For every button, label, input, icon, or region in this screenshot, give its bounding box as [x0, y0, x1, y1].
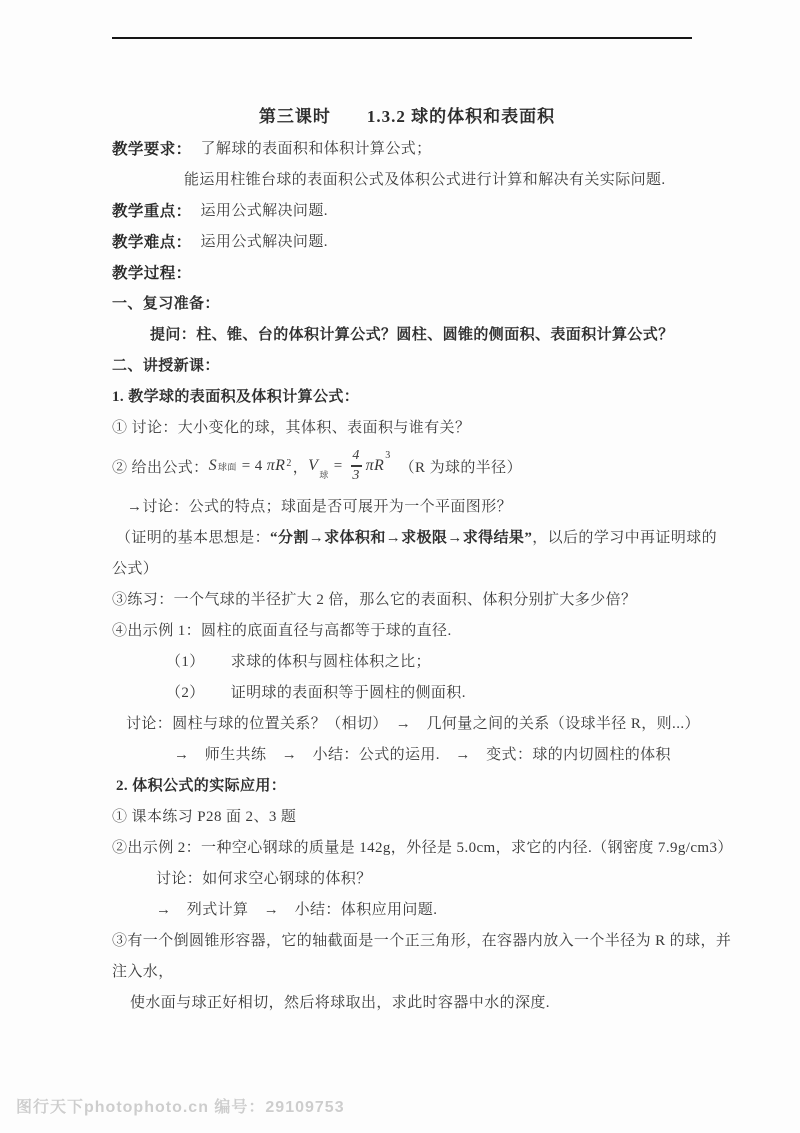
example1-part1-text: 求球的体积与圆柱体积之比； [230, 654, 431, 670]
textbook-practice-text: ① 课本练习 P28 面 2、3 题 [112, 809, 297, 825]
line-proof-idea [112, 521, 718, 552]
example1-part2-text: 证明球的表面积等于圆柱的侧面积. [230, 685, 466, 701]
example1-flow-text: → 师生共练 → 小结：公式的运用. → 变式：球的内切圆柱的体积 [174, 747, 671, 763]
line-example2 [112, 831, 733, 862]
example1-part2-number: （2） [166, 685, 205, 701]
fraction-bar [351, 465, 362, 467]
line-example1 [112, 614, 702, 645]
formula-label: ② 给出公式： [112, 459, 209, 476]
line-problem3-3 [112, 986, 702, 1017]
line-difficult-points [112, 225, 702, 256]
math-pi1: π [266, 457, 276, 474]
formula-discussion-text: →讨论：公式的特点；球面是否可展开为一个平面图形？ [127, 499, 513, 515]
watermark-text: 图行天下photophoto.cn 编号：29109753 [16, 1099, 345, 1116]
problem3-text-1: ③有一个倒圆锥形容器，它的轴截面是一个正三角形，在容器内放入一个半径为 R 的球，并 [112, 933, 732, 949]
line-section1-heading [112, 287, 702, 318]
header-rule [112, 37, 692, 39]
volume-formula [308, 449, 391, 483]
proof-idea-post: ，以后的学习中再证明球的 [532, 530, 718, 546]
math-var-v: V [308, 457, 319, 474]
example2-text: ②出示例 2：一种空心钢球的质量是 142g，外径是 5.0cm，求它的内径.（钢密度 7.9g/cm3） [112, 840, 733, 856]
problem3-text-2: 注入水， [112, 964, 174, 980]
line-topic2-heading [112, 769, 702, 800]
formula-note: （R 为球的半径） [399, 459, 522, 476]
key-points-label: 教学重点： [112, 202, 192, 220]
line-example1-part1 [112, 645, 702, 676]
math-var-r2: R [374, 457, 385, 474]
line-textbook-practice [112, 800, 702, 831]
line-proof-idea-cont [112, 552, 702, 583]
line-problem3-1 [112, 924, 732, 955]
line-example1-discussion [112, 707, 702, 738]
review-question: 提问：柱、锥、台的体积计算公式？圆柱、圆锥的侧面积、表面积计算公式？ [150, 327, 674, 343]
page-title: 第三课时 1.3.2 球的体积和表面积 [258, 106, 556, 126]
problem3-text-3: 使水面与球正好相切，然后将球取出，求此时容器中水的深度. [130, 995, 550, 1011]
proof-idea-quote: “分割→求体积和→求极限→求得结果” [270, 530, 533, 546]
math-pi2: π [365, 457, 375, 474]
math-sub-surface: 球面 [217, 462, 237, 472]
math-exp-2: 2 [286, 458, 292, 469]
example1-part1-number: （1） [166, 654, 205, 670]
line-example2-flow [112, 893, 702, 924]
line-teaching-requirements [112, 132, 702, 163]
formula-separator: ， [292, 459, 309, 476]
line-teaching-process [112, 256, 702, 287]
requirements-text-2: 能运用柱锥台球的表面积公式及体积公式进行计算和解决有关实际问题. [184, 172, 666, 188]
lesson-plan-content [112, 96, 733, 1017]
example2-flow-text: → 列式计算 → 小结：体积应用问题. [156, 902, 438, 918]
surface-area-formula [209, 457, 293, 475]
section1-heading: 一、复习准备： [112, 296, 220, 312]
line-practice-3 [112, 583, 702, 614]
watermark [16, 1094, 345, 1117]
fraction-numerator: 4 [352, 448, 360, 464]
line-section2-heading [112, 349, 702, 380]
discussion-1-text: ① 讨论：大小变化的球，其体积、表面积与谁有关？ [112, 420, 471, 436]
fraction-four-thirds [351, 449, 362, 483]
example2-discussion-text: 讨论：如何求空心钢球的体积？ [156, 871, 372, 887]
requirements-label: 教学要求： [112, 140, 192, 158]
line-topic1-heading [112, 380, 702, 411]
math-exp-3: 3 [385, 450, 391, 462]
line-problem3-2 [112, 955, 702, 986]
line-key-points [112, 194, 702, 225]
line-formula-discussion [112, 490, 702, 521]
math-var-s: S [208, 457, 217, 474]
line-example2-discussion [112, 862, 702, 893]
line-sphere-formulas [112, 442, 702, 490]
line-review-question [112, 318, 702, 349]
math-sub-sphere: 球 [319, 469, 329, 480]
proof-idea-end: 公式） [112, 561, 159, 577]
practice-3-text: ③练习：一个气球的半径扩大 2 倍，那么它的表面积、体积分别扩大多少倍？ [112, 592, 637, 608]
difficult-points-text: 运用公式解决问题. [200, 234, 328, 250]
proof-idea-pre: （证明的基本思想是： [116, 530, 271, 546]
example1-discussion-text: 讨论：圆柱与球的位置关系？（相切） → 几何量之间的关系（设球半径 R，则...） [126, 716, 700, 732]
difficult-points-label: 教学难点： [112, 233, 192, 251]
topic1-heading: 1. 教学球的表面积及体积计算公式： [112, 389, 360, 405]
math-eq2: = [333, 457, 343, 474]
math-eq1: = 4 [241, 457, 263, 474]
section2-heading: 二、讲授新课： [112, 358, 220, 374]
line-teaching-requirements-cont [112, 163, 702, 194]
topic2-heading: 2. 体积公式的实际应用： [116, 778, 287, 794]
line-example1-flow [112, 738, 702, 769]
requirements-text: 了解球的表面积和体积计算公式； [200, 141, 432, 157]
math-var-r1: R [275, 457, 286, 474]
fraction-denominator: 3 [352, 467, 360, 483]
example1-text: ④出示例 1：圆柱的底面直径与高都等于球的直径. [112, 623, 452, 639]
process-label: 教学过程： [112, 264, 192, 282]
line-discussion-1 [112, 411, 702, 442]
line-example1-part2 [112, 676, 702, 707]
key-points-text: 运用公式解决问题. [200, 203, 328, 219]
